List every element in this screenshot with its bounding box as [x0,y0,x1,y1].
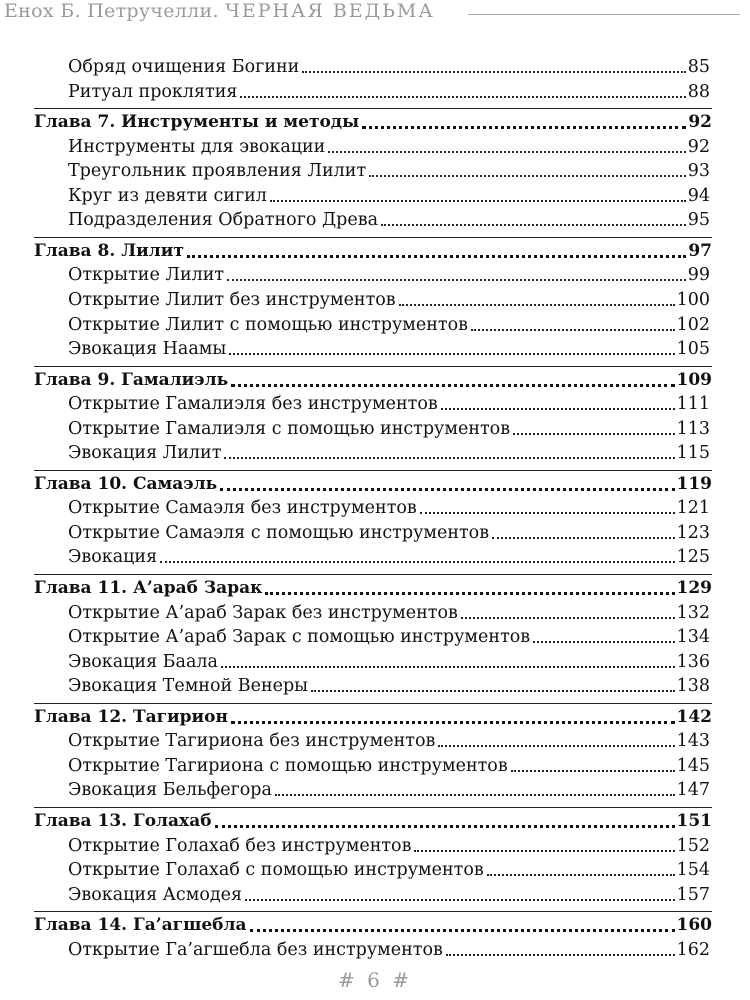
toc-entry[interactable] [68,545,710,569]
toc-entry[interactable] [68,208,710,232]
dot-leader [438,744,674,747]
toc-entry[interactable] [68,135,710,159]
dot-leader [414,849,674,852]
toc-entry-title: Эвокация Лилит [68,443,222,464]
toc-entry-page: 147 [676,780,710,801]
page-number: # 6 # [338,968,412,992]
dot-leader [245,898,675,901]
header-rule [468,14,740,15]
dot-leader [302,70,685,73]
toc-entry-page: 100 [676,289,710,310]
toc-entry[interactable] [68,392,710,416]
toc-entry[interactable] [68,883,710,907]
dot-leader [381,223,686,226]
toc-entry[interactable] [68,521,710,545]
toc-entry[interactable] [68,650,710,674]
dot-leader [221,665,675,668]
toc-entry-title: Открытие А’араб Зарак с помощью инструментов [68,627,531,648]
toc-entry[interactable] [68,159,710,183]
toc-entry-title: Открытие Самаэля с помощью инструментов [68,522,490,543]
toc-entry[interactable] [68,184,710,208]
dot-leader [420,511,675,514]
toc-entry-page: 95 [687,210,710,231]
toc-entry-page: 160 [676,915,712,936]
toc-entry-page: 92 [687,136,710,157]
toc-entry-page: 99 [687,265,710,286]
dot-leader [461,616,675,619]
toc-entry-title: Открытие Лилит с помощью инструментов [68,314,468,335]
header-text [4,0,435,22]
toc-entry-title: Открытие Голахаб с помощью инструментов [68,860,484,881]
toc-entry-title: Открытие Голахаб без инструментов [68,835,412,856]
toc-entry-page: 134 [676,627,710,648]
toc-entry-title: Глава 13. Голахаб [34,810,212,831]
toc-entry-title: Глава 10. Самаэль [34,473,218,494]
toc-entry[interactable] [68,496,710,520]
dot-leader [441,407,675,410]
running-header [0,0,750,24]
dot-leader [513,432,675,435]
toc-entry-page: 136 [676,651,710,672]
chapter-divider [34,574,712,575]
toc-entry-title: Глава 9. Гамалиэль [34,369,229,390]
toc-entry-title: Глава 8. Лилит [34,240,184,261]
toc-entry-page: 145 [676,755,710,776]
toc-entry-title: Открытие Лилит без инструментов [68,289,396,310]
toc-entry-page: 142 [676,706,712,727]
toc-entry-title: Глава 7. Инструменты и методы [34,112,360,133]
toc-entry-title: Эвокация [68,547,158,568]
dot-leader [231,720,675,724]
toc-entry-title: Открытие Тагириона с помощью инструментов [68,755,508,776]
toc-chapter-entry[interactable] [34,576,712,600]
toc-chapter-entry[interactable] [34,239,712,263]
toc-chapter-entry[interactable] [34,705,712,729]
dot-leader [362,125,686,129]
toc-entry-page: 143 [676,731,710,752]
dot-leader [328,150,685,153]
chapter-divider [34,911,712,912]
toc-entry-title: Открытие Самаэля без инструментов [68,498,417,519]
dot-leader [399,303,675,306]
dot-leader [270,199,686,202]
toc-entry-title: Круг из девяти сигил [68,185,267,206]
toc-entry-page: 162 [676,939,710,960]
toc-entry-page: 151 [676,810,712,831]
dot-leader [250,928,675,932]
header-author: Енох Б. Петручелли. [4,0,219,22]
toc-entry-page: 97 [688,240,712,261]
header-title: ЧЕРНАЯ ВЕДЬМА [225,0,435,22]
toc-entry-title: Глава 14. Га’агшебла [34,915,247,936]
dot-leader [187,254,686,258]
toc-entry-title: Эвокация Бельфегора [68,780,272,801]
toc-entry-title: Открытие Гамалиэля без инструментов [68,394,438,415]
toc-entry-page: 113 [676,418,710,439]
toc-entry-page: 125 [676,547,710,568]
toc-entry-page: 154 [676,860,710,881]
toc-entry[interactable] [68,441,710,465]
chapter-divider [34,237,712,238]
dot-leader [227,278,686,281]
dot-leader [275,793,675,796]
toc-entry[interactable] [68,858,710,882]
toc-entry-page: 92 [688,112,712,133]
dot-leader [533,640,674,643]
dot-leader [487,873,675,876]
toc-entry[interactable] [68,834,710,858]
toc-entry-title: Обряд очищения Богини [68,57,300,77]
dot-leader [220,487,674,491]
dot-leader [229,352,674,355]
toc-entry[interactable] [68,263,710,287]
dot-leader [471,328,675,331]
dot-leader [224,456,674,459]
toc-entry-title: Ритуал проклятия [68,81,238,102]
dot-leader [215,824,675,828]
toc-chapter-entry[interactable] [34,110,712,134]
toc-entry[interactable] [68,313,710,337]
toc-entry-page: 152 [676,835,710,856]
toc-entry[interactable] [68,288,710,312]
toc-entry-page: 138 [676,676,710,697]
toc-entry-page: 88 [687,81,710,102]
toc-entry[interactable] [68,754,710,778]
toc-entry-page: 157 [676,884,710,905]
toc-entry-page: 93 [687,161,710,182]
toc-entry-title: Инструменты для эвокации [68,136,326,157]
chapter-divider [34,703,712,704]
toc-entry-title: Подразделения Обратного Древа [68,210,379,231]
toc-entry-page: 102 [676,314,710,335]
chapter-divider [34,108,712,109]
toc-entry-page: 111 [676,394,710,415]
chapter-divider [34,470,712,471]
toc-entry[interactable] [68,337,710,361]
toc-entry[interactable] [68,938,710,962]
toc-entry-title: Эвокация Баала [68,651,218,672]
toc-entry[interactable] [68,729,710,753]
dot-leader [369,174,686,177]
toc-entry-page: 85 [687,57,710,77]
toc-entry-page: 105 [676,339,710,360]
toc-entry[interactable] [68,80,710,104]
toc-entry-title: Открытие А’араб Зарак без инструментов [68,602,458,623]
dot-leader [446,953,675,956]
toc-entry[interactable] [68,417,710,441]
toc-chapter-entry[interactable] [34,809,712,833]
dot-leader [492,536,675,539]
toc-chapter-entry[interactable] [34,472,712,496]
toc-entry-title: Открытие Лилит [68,265,225,286]
toc-entry[interactable] [68,601,710,625]
dot-leader [240,95,685,98]
dot-leader [311,689,674,692]
toc-entry[interactable] [68,778,710,802]
toc-entry-title: Открытие Гамалиэля с помощью инструментов [68,418,511,439]
dot-leader [511,769,675,772]
toc-entry-title: Эвокация Темной Венеры [68,676,309,697]
toc-entry-title: Открытие Тагириона без инструментов [68,731,436,752]
toc-entry[interactable] [68,674,710,698]
toc-entry[interactable] [68,625,710,649]
toc-entry-page: 129 [676,578,712,598]
toc-entry-page: 119 [676,473,712,494]
toc-chapter-entry[interactable] [34,368,712,392]
toc-chapter-entry[interactable] [34,913,712,937]
toc-entry-page: 121 [676,498,710,519]
toc-entry-page: 132 [676,602,710,623]
chapter-divider [34,366,712,367]
toc-entry-page: 123 [676,522,710,543]
toc-entry-title: Глава 12. Тагирион [34,706,228,727]
dot-leader [160,560,674,563]
toc-entry-title: Треугольник проявления Лилит [68,161,367,182]
toc-entry-page: 94 [687,185,710,206]
toc-entry-title: Открытие Га’агшебла без инструментов [68,939,443,960]
dot-leader [231,383,674,387]
dot-leader [265,591,674,595]
toc-entry[interactable] [68,55,710,79]
toc-entry-title: Эвокация Асмодея [68,884,243,905]
toc-entry-page: 115 [676,443,710,464]
toc-entry-title: Эвокация Наамы [68,339,227,360]
toc-entry-title: Глава 11. А’араб Зарак [34,578,263,598]
chapter-divider [34,807,712,808]
toc-entry-page: 109 [676,369,712,390]
